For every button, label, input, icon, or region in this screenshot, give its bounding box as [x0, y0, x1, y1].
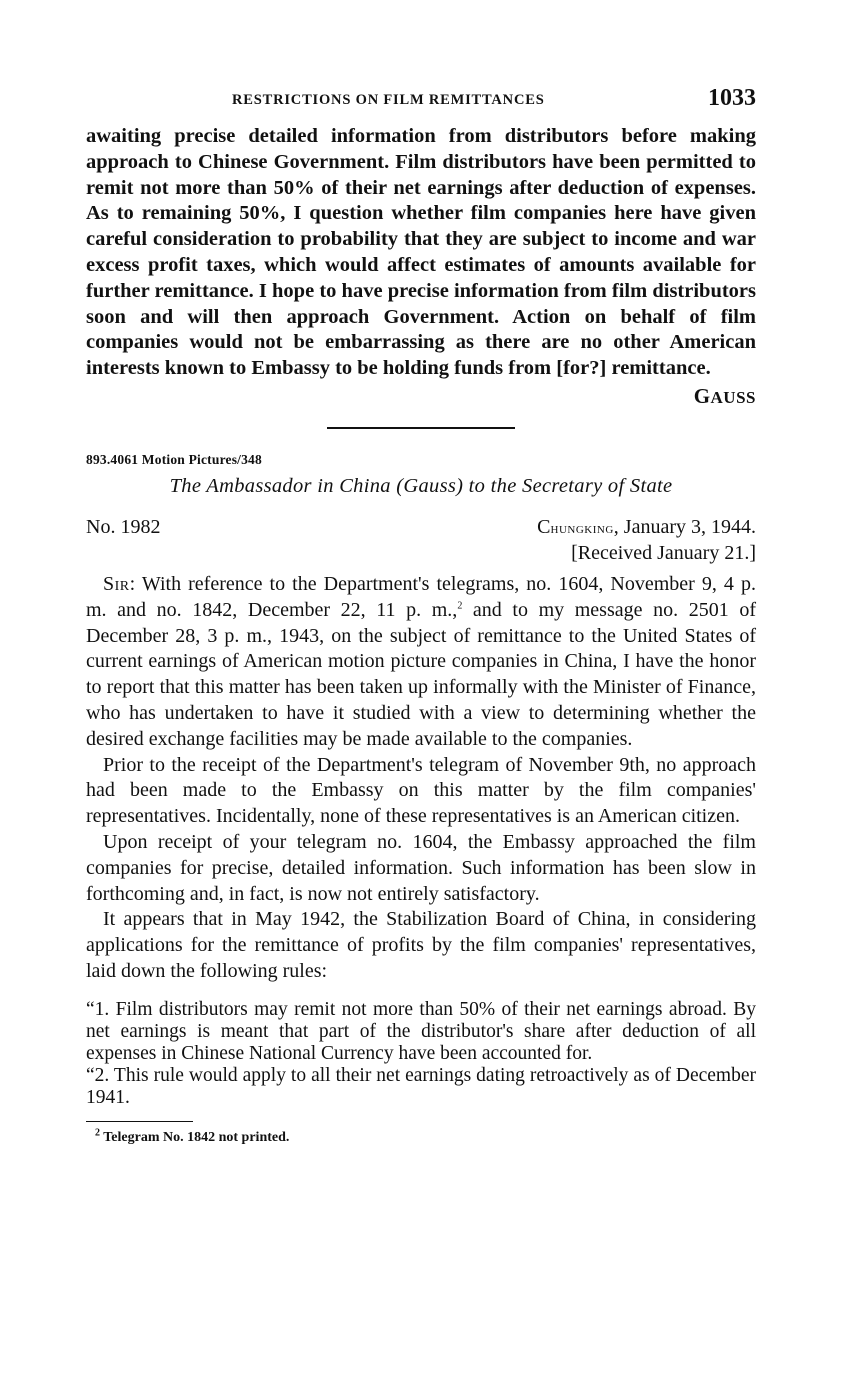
- body-paragraph-1: [86, 572, 756, 753]
- running-header: [86, 80, 756, 124]
- paragraph-1-text-a: : With reference to the Department's telegrams, no. 1604, November 9, 4 p. m. and no. 1842, December 22, 11 p. m.,: [86, 572, 756, 621]
- file-reference: 893.4061 Motion Pictures/348: [86, 451, 262, 467]
- footnote-rule: [86, 1121, 193, 1122]
- section-divider: [327, 427, 515, 429]
- running-title: RESTRICTIONS ON FILM REMITTANCES: [232, 92, 545, 108]
- page-number: 1033: [708, 85, 756, 111]
- document-page: [86, 80, 756, 1146]
- place-initial: C: [537, 515, 551, 538]
- signature-rest: AUSS: [710, 387, 756, 407]
- place-rest: hungking: [550, 519, 614, 537]
- body-paragraph-2: Prior to the receipt of the Department's telegram of November 9th, no approach had been made to the Embassy on this matter by the film companies' representatives. Incidentally, none of these representatives is an American citizen.: [86, 753, 756, 828]
- signature-initial: G: [693, 383, 711, 408]
- salutation: Sir: [103, 572, 130, 595]
- continuation-paragraph: awaiting precise detailed information from distributors before making approach to Chinese Government. Film distributors have been permitted to remit not more than 50% of their net earnings after deduction of expenses. As to remaining 50%, I question whether film companies here have given careful consideration to probability that they are subject to income and war excess profit taxes, which would affect estimates of amounts available for further remittance. I hope to have precise information from film distributors soon and will then approach Government. Action on behalf of film companies would not be embarrassing as there are no other American interests known to Embassy to be holding funds from [for?] remittance.: [86, 125, 756, 380]
- footnote: [95, 1127, 756, 1146]
- quoted-rule-1: “1. Film distributors may remit not more than 50% of their net earnings abroad. By net earnings is meant that part of the distributor's share after deduction of all expenses in Chinese National Currency have been accounted for.: [86, 998, 756, 1064]
- quoted-rule-2: “2. This rule would apply to all their net earnings dating retroactively as of December 1941.: [86, 1064, 756, 1108]
- footnote-text: Telegram No. 1842 not printed.: [100, 1129, 290, 1145]
- received-date: [Received January 21.]: [571, 541, 756, 564]
- document-date: , January 3, 1944.: [613, 515, 756, 538]
- body-paragraph-4: It appears that in May 1942, the Stabilization Board of China, in considering applications for the remittance of profits by the film companies' representatives, laid down the following rules:: [86, 908, 756, 982]
- document-header-line: [86, 516, 756, 542]
- footnote-marker: 2: [95, 1127, 100, 1139]
- paragraph-1-text-b: and to my message no. 2501 of December 28, 3 p. m., 1943, on the subject of remittance to the United States of current earnings of American motion picture companies in China, I have the honor to report that this matter has been taken up informally with the Minister of Finance, who has undertaken to have it studied with a view to determining whether the desired exchange facilities may be made available to the companies.: [86, 598, 756, 750]
- place-and-date: [537, 516, 756, 539]
- body-paragraph-3: Upon receipt of your telegram no. 1604, the Embassy approached the film companies for precise, detailed information. Such information has been slow in forthcoming and, in fact, is now not entirely satisfactory.: [86, 830, 756, 905]
- signature: [86, 384, 756, 409]
- footnote-reference: 2: [457, 600, 463, 612]
- document-heading: The Ambassador in China (Gauss) to the Secretary of State: [169, 474, 673, 497]
- document-number: No. 1982: [86, 515, 161, 538]
